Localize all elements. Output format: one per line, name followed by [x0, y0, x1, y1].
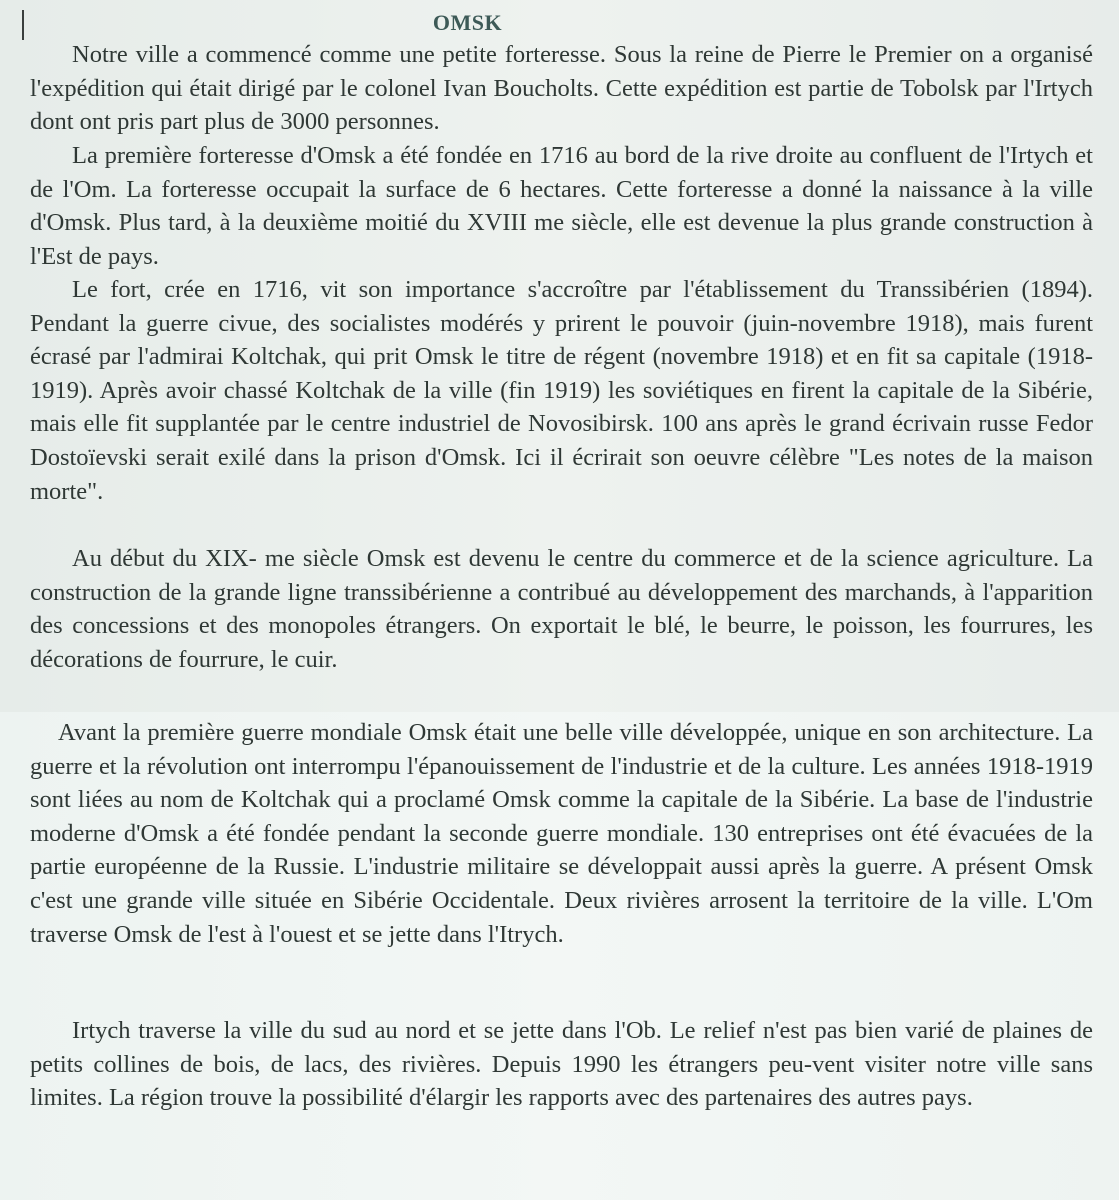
paragraph-3: Le fort, crée en 1716, vit son importance s'accroître par l'établissement du Transsibérien (1894). Pendant la guerre civue, des socialistes modérés y prirent le pouvoir (juin-novembre 1918), mais furent écrasé par l'admirai Koltchak, qui prit Omsk le titre de régent (novembre 1918) et en fit sa capitale (1918-1919). Après avoir chassé Koltchak de la ville (fin 1919) les soviétiques en firent la capitale de la Sibérie, mais elle fit supplantée par le centre industriel de Novosibirsk. 100 ans après le grand écrivain russe Fedor Dostoïevski serait exilé dans la prison d'Omsk. Ici il écrirait son oeuvre célèbre "Les notes de la maison morte".	[30, 276, 1093, 505]
paragraph-6: Irtych traverse la ville du sud au nord et se jette dans l'Ob. Le relief n'est pas bien varié de plaines de petits collines de bois, de lacs, des rivières. Depuis 1990 les étrangers peu-vent visiter notre ville sans limites. La région trouve la possibilité d'élargir les rapports avec des partenaires des autres pays.	[30, 1017, 1093, 1112]
document-title: OMSK	[432, 10, 503, 35]
paragraph-4: Au début du XIX- me siècle Omsk est devenu le centre du commerce et de la science agriculture. La construction de la grande ligne transsibérienne a contribué au développement des marchands, à l'apparition des concessions et des monopoles étrangers. On exportait le blé, le beurre, le poisson, les fourrures, les décorations de fourrure, le cuir.	[30, 545, 1093, 673]
paragraph-1: Notre ville a commencé comme une petite forteresse. Sous la reine de Pierre le Premier on a organisé l'expédition qui était dirigé par le colonel Ivan Boucholts. Cette expédition est partie de Tobolsk par l'Irtych dont ont pris part plus de 3000 personnes.	[30, 41, 1093, 136]
paragraph-2: La première forteresse d'Omsk a été fondée en 1716 au bord de la rive droite au confluent de l'Irtych et de l'Om. La forteresse occupait la surface de 6 hectares. Cette forteresse a donné la naissance à la ville d'Omsk. Plus tard, à la deuxième moitié du XVIII me siècle, elle est devenue la plus grande construction à l'Est de pays.	[30, 142, 1093, 270]
paragraph-5: Avant la première guerre mondiale Omsk était une belle ville développée, unique en son architecture. La guerre et la révolution ont interrompu l'épanouissement de l'industrie et de la culture. Les années 1918-1919 sont liées au nom de Koltchak qui a proclamé Omsk comme la capitale de la Sibérie. La base de l'industrie moderne d'Omsk a été fondée pendant la seconde guerre mondiale. 130 entreprises ont été évacuées de la partie européenne de la Russie. L'industrie militaire se développait aussi après la guerre. A présent Omsk c'est une grande ville située en Sibérie Occidentale. Deux rivières arrosent la territoire de la ville. L'Om traverse Omsk de l'est à l'ouest et se jette dans l'Itrych.	[30, 719, 1093, 948]
